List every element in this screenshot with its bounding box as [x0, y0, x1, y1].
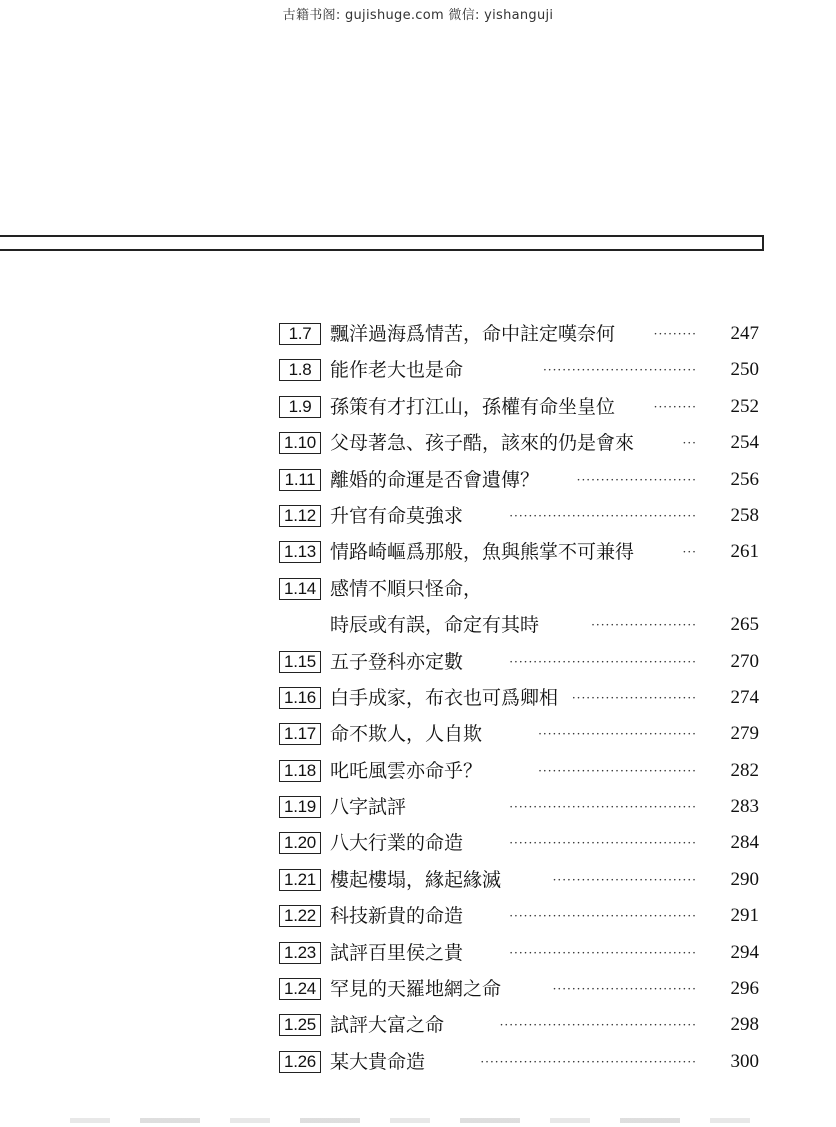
- toc-entry: [279, 753, 759, 789]
- toc-entry: [279, 389, 759, 425]
- section-number-box: 1.13: [279, 541, 321, 563]
- section-title: 飄洋過海爲情苦，命中註定嘆奈何: [330, 323, 616, 345]
- toc-entry: [279, 316, 759, 352]
- dot-leader: ·································: [538, 727, 697, 742]
- page-number: 279: [730, 723, 759, 745]
- section-title: 離婚的命運是否會遺傳？: [330, 468, 540, 491]
- section-title: 八大行業的命造: [330, 832, 464, 855]
- section-number-box: 1.19: [279, 796, 321, 818]
- toc-entry: [279, 534, 759, 570]
- page-number: 290: [730, 868, 759, 890]
- toc-entry: [279, 425, 759, 461]
- section-number-box: 1.25: [279, 1014, 321, 1036]
- chapter-rule-bar: [0, 235, 764, 251]
- section-number-box: 1.12: [279, 505, 321, 527]
- toc-entry: [279, 1044, 759, 1080]
- dot-leader: ·······································: [509, 836, 697, 851]
- page-number: 256: [730, 468, 759, 490]
- dot-leader: ·········································: [499, 1018, 697, 1033]
- section-title: 罕見的天羅地網之命: [330, 978, 502, 1001]
- section-title: 試評百里侯之貴: [330, 941, 464, 964]
- dot-leader: ································: [542, 363, 697, 378]
- section-title: 叱吒風雲亦命乎？: [330, 759, 483, 782]
- dot-leader: ···: [682, 545, 697, 560]
- section-title: 科技新貴的命造: [330, 905, 464, 928]
- section-title: 孫策有才打江山，孫權有命坐皇位: [330, 395, 616, 418]
- dot-leader: ·······································: [509, 945, 697, 960]
- section-title: 命不欺人，人自欺: [330, 723, 483, 746]
- toc-entry: [279, 862, 759, 898]
- dot-leader: ··························: [571, 690, 697, 705]
- toc-entry: [279, 825, 759, 861]
- page-number: 247: [730, 323, 759, 344]
- toc-entry: [279, 898, 759, 934]
- toc-entry: [279, 935, 759, 971]
- section-title: 某大貴命造: [330, 1050, 426, 1073]
- toc-entry: [279, 644, 759, 680]
- table-of-contents: [279, 316, 759, 1080]
- section-title: 試評大富之命: [330, 1014, 445, 1037]
- section-number-box: 1.9: [279, 396, 321, 418]
- page-number: 298: [730, 1014, 759, 1036]
- dot-leader: ·········: [653, 327, 697, 341]
- page-number: 282: [730, 759, 759, 781]
- section-number-box: 1.8: [279, 359, 321, 381]
- dot-leader: ·········: [653, 399, 697, 414]
- dot-leader: ···: [682, 436, 697, 451]
- section-title: 父母著急、孩子酷，該來的仍是會來: [330, 432, 635, 455]
- section-number-box: 1.24: [279, 978, 321, 1000]
- section-title: 升官有命莫強求: [330, 504, 464, 527]
- toc-entry: [279, 1007, 759, 1043]
- page-number: 291: [730, 905, 759, 927]
- page-number: 296: [730, 978, 759, 1000]
- dot-leader: ·······································: [509, 909, 697, 924]
- section-title: 感情不順只怪命，: [330, 577, 483, 600]
- page-number: 265: [730, 614, 759, 636]
- page-number: 284: [730, 832, 759, 854]
- section-title: 樓起樓塌，緣起緣滅: [330, 868, 502, 891]
- section-number-box: 1.23: [279, 942, 321, 964]
- dot-leader: ·························: [576, 472, 697, 487]
- dot-leader: ······························: [552, 872, 697, 887]
- toc-entry: [279, 571, 759, 607]
- page-number: 261: [730, 541, 759, 563]
- dot-leader: ·············································: [480, 1054, 697, 1069]
- page-number: 258: [730, 504, 759, 526]
- section-number-box: 1.17: [279, 723, 321, 745]
- toc-entry: [279, 498, 759, 534]
- page-number: 270: [730, 650, 759, 672]
- page-number: 283: [730, 796, 759, 818]
- dot-leader: ·································: [538, 763, 697, 778]
- section-title: 情路崎嶇爲那般，魚與熊掌不可兼得: [330, 541, 635, 564]
- toc-entry: [279, 716, 759, 752]
- page-number: 300: [730, 1050, 759, 1072]
- section-title: 白手成家，布衣也可爲卿相: [330, 686, 559, 709]
- section-number-box: 1.7: [279, 323, 321, 345]
- section-title: 能作老大也是命: [330, 359, 464, 382]
- section-number-box: 1.11: [279, 469, 321, 491]
- toc-entry: [279, 462, 759, 498]
- dot-leader: ······················: [591, 618, 697, 633]
- section-number-box: 1.10: [279, 432, 321, 454]
- section-number-box: 1.14: [279, 578, 321, 600]
- toc-entry: [279, 352, 759, 388]
- dot-leader: ·······································: [509, 508, 697, 523]
- page-number: 250: [730, 359, 759, 381]
- page-edge-scan-artifact: [70, 1118, 770, 1123]
- section-title: 八字試評: [330, 796, 407, 819]
- section-number-box: 1.18: [279, 760, 321, 782]
- section-title: 時辰或有誤，命定有其時: [330, 614, 540, 637]
- section-number-box: 1.21: [279, 869, 321, 891]
- dot-leader: ·······································: [509, 800, 697, 815]
- section-number-box: 1.16: [279, 687, 321, 709]
- toc-entry: [279, 607, 759, 643]
- page-number: 254: [730, 432, 759, 454]
- section-number-box: 1.26: [279, 1051, 321, 1073]
- toc-entry: [279, 971, 759, 1007]
- dot-leader: ······························: [552, 982, 697, 997]
- section-number-box: 1.22: [279, 905, 321, 927]
- page-number: 252: [730, 395, 759, 417]
- toc-entry: [279, 789, 759, 825]
- section-number-box: 1.20: [279, 832, 321, 854]
- watermark-text: 古籍书阁: gujishuge.com 微信: yishanguji: [282, 8, 554, 23]
- section-title: 五子登科亦定數: [330, 650, 464, 673]
- section-number-box: 1.15: [279, 651, 321, 673]
- page-number: 294: [730, 941, 759, 963]
- toc-entry: [279, 680, 759, 716]
- page-number: 274: [730, 686, 759, 708]
- dot-leader: ·······································: [509, 654, 697, 669]
